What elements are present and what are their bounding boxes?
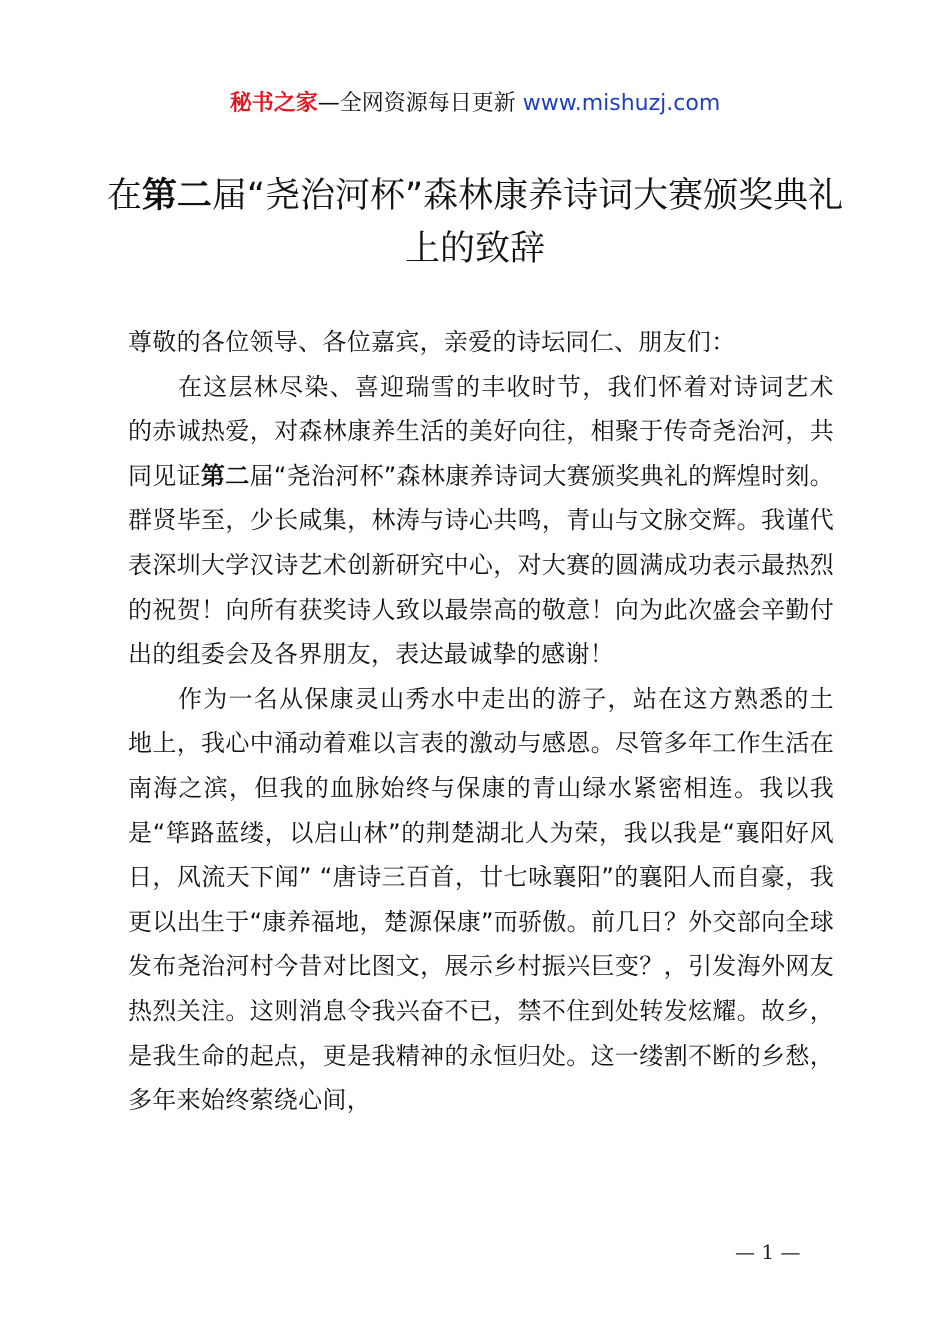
- title-rest: 届“尧治河杯”森林康养诗词大赛颁奖典礼上的致辞: [211, 176, 844, 269]
- paragraph-2: 作为一名从保康灵山秀水中走出的游子，站在这方熟悉的土地上，我心中涌动着难以言表的激动与感恩。尽管多年工作生活在南海之滨，但我的血脉始终与保康的青山绿水紧密相连。我以我是“筚路蓝缕，以启山林”的荆楚湖北人为荣，我以我是“襄阳好风日，风流天下闻” “唐诗三百首，廿七咏襄阳”的襄阳人而自豪，我更以出生于“康养福地，楚源保康”而骄傲。前几日？外交部向全球发布尧治河村今昔对比图文，展示乡村振兴巨变？，引发海外网友热烈关注。这则消息令我兴奋不已，禁不住到处转发炫耀。故乡，是我生命的起点，更是我精神的永恒归处。这一缕割不断的乡愁，多年来始终萦绕心间，: [128, 684, 834, 1115]
- site-url-link[interactable]: www.mishuzj.com: [522, 91, 721, 116]
- document-body: [128, 320, 834, 1123]
- page-number: — 1 —: [735, 1240, 801, 1264]
- document-title: [100, 170, 850, 276]
- paragraph-1: [128, 365, 834, 677]
- greeting: 尊敬的各位领导、各位嘉宾，亲爱的诗坛同仁、朋友们：: [128, 328, 736, 356]
- title-bold: 第二: [141, 176, 212, 216]
- site-header: [0, 88, 950, 120]
- paragraph-1-before: 在这层林尽染、喜迎瑞雪的丰收时节，我们怀着对诗词艺术的赤诚热爱，对森林康养生活的美好向往，相聚于传奇尧治河，共同见证: [128, 372, 834, 490]
- site-brand: 秘书之家: [229, 91, 318, 116]
- site-tagline: —全网资源每日更新: [317, 91, 523, 116]
- paragraph-1-after: 届“尧治河杯”森林康养诗词大赛颁奖典礼的辉煌时刻。群贤毕至，少长咸集，林涛与诗心共鸣，青山与文脉交辉。我谨代表深圳大学汉诗艺术创新研究中心，对大赛的圆满成功表示最热烈的祝贺！向所有获奖诗人致以最崇高的敬意！向为此次盛会辛勤付出的组委会及各界朋友，表达最诚挚的感谢！: [128, 461, 834, 669]
- title-prefix: 在: [106, 176, 142, 216]
- paragraph-1-bold: 第二: [200, 461, 250, 490]
